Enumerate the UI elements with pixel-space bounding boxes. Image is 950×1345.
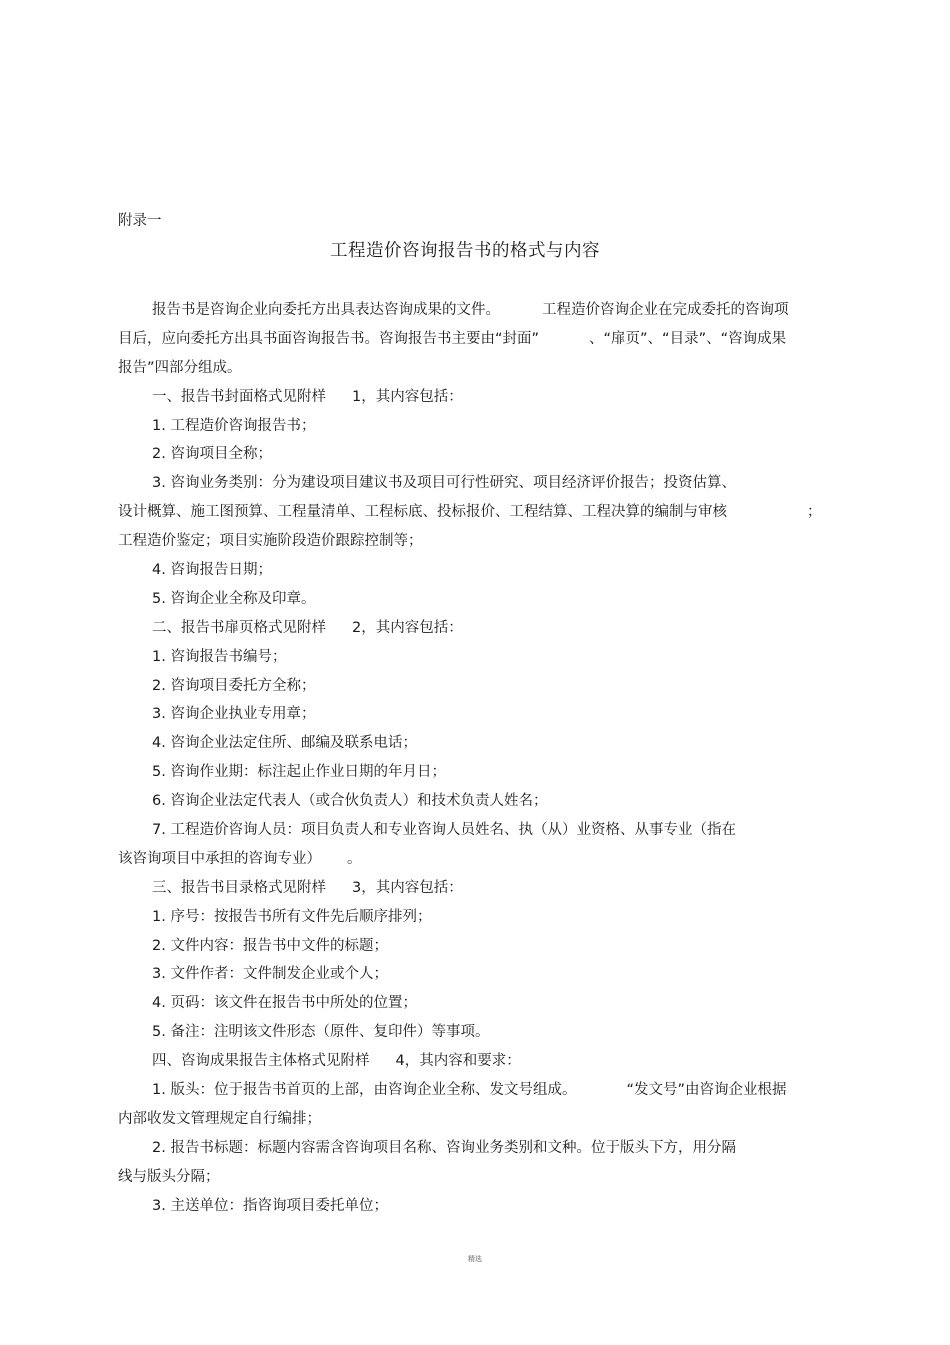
list-item-continuation: 线与版头分隔； [118, 1168, 220, 1185]
footer-mark: 精选 [468, 1255, 482, 1263]
list-item: 2. 文件内容：报告书中文件的标题； [152, 937, 388, 954]
intro-line-3: 报告”四部分组成。 [118, 359, 242, 376]
list-item: 2. 咨询项目全称； [152, 446, 272, 463]
intro-line-1: 报告书是咨询企业向委托方出具表达咨询成果的文件。 工程造价咨询企业在完成委托的咨询项 [152, 302, 789, 318]
list-item-continuation: 工程造价鉴定；项目实施阶段造价跟踪控制等； [118, 533, 423, 550]
list-item: 2. 咨询项目委托方全称； [152, 677, 316, 694]
list-item: 3. 咨询业务类别：分为建设项目建议书及项目可行性研究、项目经济评价报告；投资估算、 [152, 475, 736, 492]
list-item-continuation: 该咨询项目中承担的咨询专业） 。 [118, 850, 362, 867]
list-item: 4. 页码：该文件在报告书中所处的位置； [152, 995, 417, 1012]
list-item: 3. 咨询企业执业专用章； [152, 706, 316, 723]
list-item: 3. 主送单位：指咨询项目委托单位； [152, 1197, 388, 1214]
page-title: 工程造价咨询报告书的格式与内容 [330, 241, 600, 261]
appendix-label: 附录一 [118, 213, 162, 229]
list-item: 2. 报告书标题：标题内容需含咨询项目名称、咨询业务类别和文种。位于版头下方，用分隔 [152, 1139, 736, 1156]
list-item: 5. 咨询企业全称及印章。 [152, 590, 316, 607]
list-item: 4. 咨询企业法定住所、邮编及联系电话； [152, 735, 417, 752]
list-item: 3. 文件作者：文件制发企业或个人； [152, 966, 388, 983]
section-1-heading: 一、报告书封面格式见附样 1，其内容包括： [152, 388, 463, 405]
list-item: 5. 备注：注明该文件形态（原件、复印件）等事项。 [152, 1024, 490, 1041]
section-4-heading: 四、咨询成果报告主体格式见附样 4，其内容和要求： [152, 1053, 521, 1070]
document-body [118, 296, 833, 1221]
list-item: 1. 版头：位于报告书首页的上部，由咨询企业全称、发文号组成。 “发文号”由咨询企业根据 [152, 1082, 787, 1099]
list-item: 1. 工程造价咨询报告书； [152, 417, 316, 434]
list-item: 7. 工程造价咨询人员：项目负责人和专业咨询人员姓名、执（从）业资格、从事专业（指在 [152, 822, 736, 839]
list-item-continuation: 内部收发文管理规定自行编排； [118, 1110, 321, 1127]
intro-line-2: 目后，应向委托方出具书面咨询报告书。咨询报告书主要由“封面” 、“扉页”、“目录”、“咨询成果 [118, 330, 787, 347]
list-item: 1. 咨询报告书编号； [152, 648, 287, 665]
list-item: 1. 序号：按报告书所有文件先后顺序排列； [152, 908, 432, 925]
list-item: 5. 咨询作业期：标注起止作业日期的年月日； [152, 764, 446, 781]
section-2-heading: 二、报告书扉页格式见附样 2，其内容包括： [152, 619, 463, 636]
list-item: 6. 咨询企业法定代表人（或合伙负责人）和技术负责人姓名； [152, 793, 548, 810]
list-item-continuation: 设计概算、施工图预算、工程量清单、工程标底、投标报价、工程结算、工程决算的编制与审核 ； [118, 504, 822, 521]
list-item: 4. 咨询报告日期； [152, 562, 272, 579]
section-3-heading: 三、报告书目录格式见附样 3，其内容包括： [152, 879, 463, 896]
